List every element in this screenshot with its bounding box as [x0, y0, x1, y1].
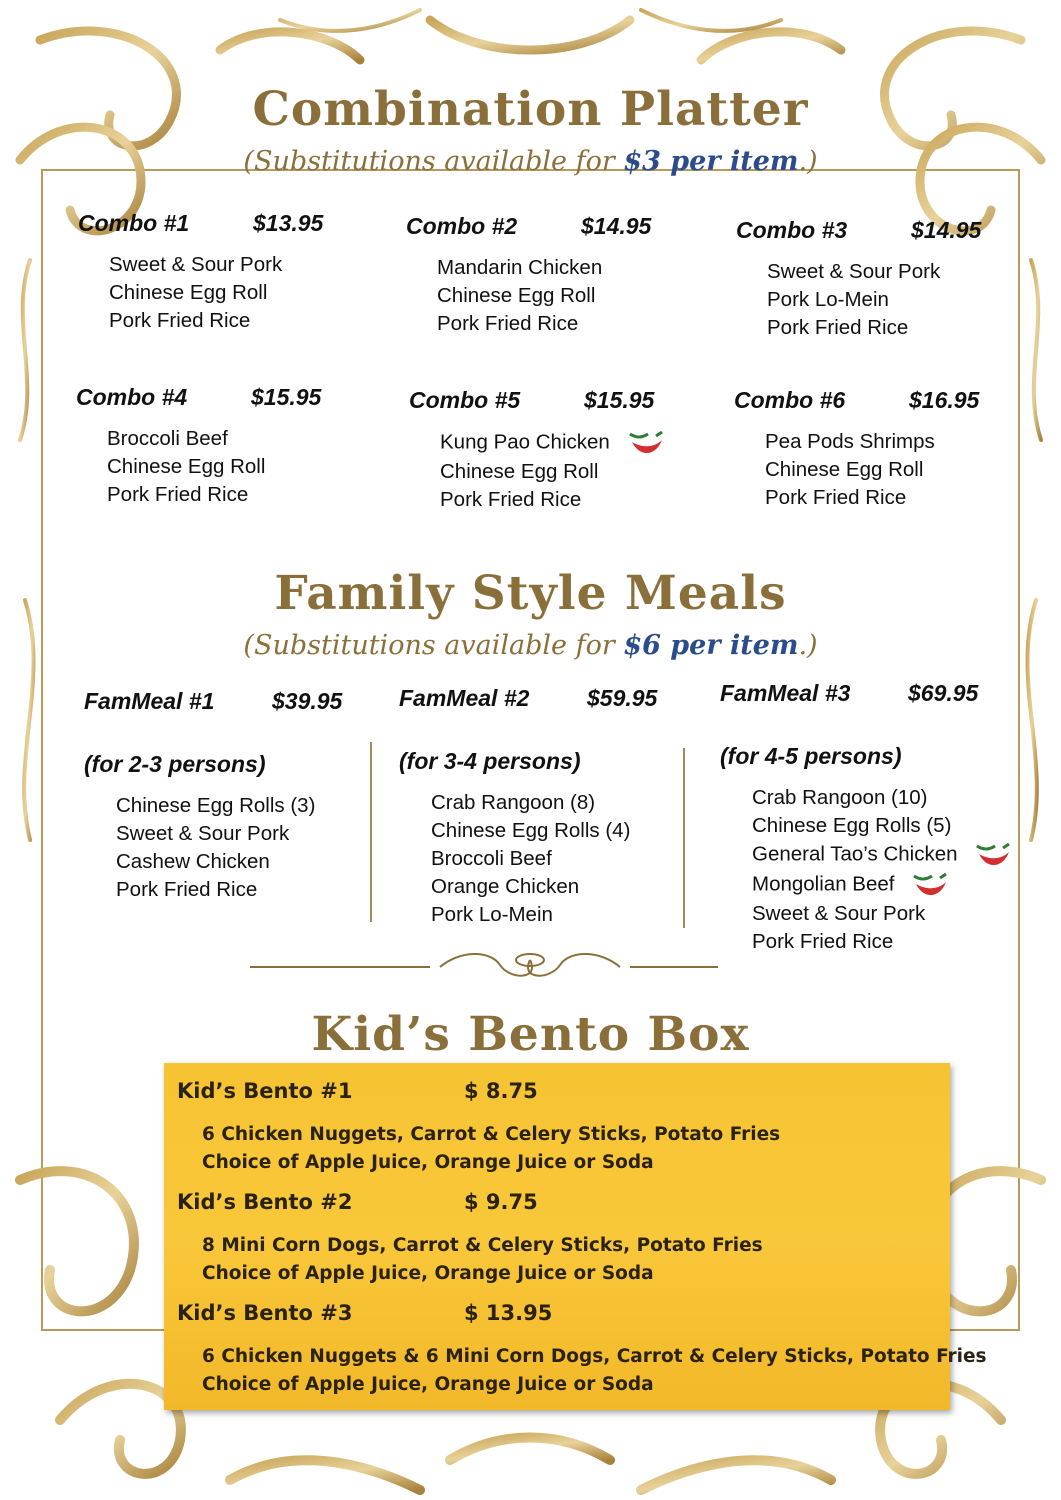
- fammeal-price: $69.95: [908, 680, 979, 706]
- family-subtitle: (Substitutions available for $6 per item.): [243, 630, 818, 661]
- bento-drink: Choice of Apple Juice, Orange Juice or Soda: [202, 1263, 654, 1284]
- substitution-price: $3 per item: [623, 146, 799, 177]
- bento-price: $ 13.95: [464, 1301, 553, 1325]
- combo-item: Broccoli Beef: [107, 427, 228, 450]
- fammeal-item: Mongolian Beef: [752, 872, 895, 896]
- combo-name: Combo #3: [736, 217, 848, 243]
- combo-item: Sweet & Sour Pork: [109, 253, 283, 276]
- combo-name: Combo #4: [76, 384, 188, 410]
- fammeal-price: $59.95: [587, 685, 658, 711]
- combo-price: $15.95: [251, 384, 322, 410]
- combo-4: [76, 384, 321, 509]
- fammeal-item: Pork Fried Rice: [752, 930, 894, 953]
- fammeal-persons: (for 4-5 persons): [720, 743, 902, 769]
- combo-item: Pork Fried Rice: [437, 312, 579, 335]
- fammeal-item: Pork Lo-Mein: [431, 903, 553, 926]
- fammeal-item: Cashew Chicken: [116, 850, 270, 873]
- combo-price: $16.95: [909, 387, 980, 413]
- fammeal-persons: (for 2-3 persons): [84, 751, 266, 777]
- combo-item: Chinese Egg Roll: [109, 281, 268, 304]
- combo-name: Combo #2: [406, 213, 518, 239]
- combo-5: [409, 387, 666, 514]
- bento-1: [177, 1079, 780, 1177]
- combo-item: Pea Pods Shrimps: [765, 430, 935, 453]
- combo-item: Chinese Egg Roll: [437, 284, 596, 307]
- combo-item: Pork Fried Rice: [109, 309, 251, 332]
- combo-2: [406, 213, 651, 338]
- fammeal-name: FamMeal #2: [399, 685, 530, 711]
- fammeal-item: Broccoli Beef: [431, 847, 552, 870]
- combo-item: Pork Fried Rice: [107, 483, 249, 506]
- fammeal-price: $39.95: [272, 688, 343, 714]
- column-divider: [370, 742, 372, 922]
- kids-title: Kid’s Bento Box: [311, 1007, 750, 1062]
- bento-name: Kid’s Bento #2: [177, 1190, 353, 1214]
- chili-pepper-icon: [626, 428, 666, 458]
- bento-drink: Choice of Apple Juice, Orange Juice or Soda: [202, 1374, 654, 1395]
- fammeal-name: FamMeal #1: [84, 688, 215, 714]
- bento-price: $ 9.75: [464, 1190, 538, 1214]
- combo-1: [78, 210, 323, 335]
- chili-pepper-icon: [910, 870, 950, 900]
- combo-price: $13.95: [253, 210, 324, 236]
- combo-item: Kung Pao Chicken: [440, 430, 610, 454]
- chili-pepper-icon: [973, 840, 1013, 870]
- combo-price: $14.95: [581, 213, 652, 239]
- combo-name: Combo #1: [78, 210, 190, 236]
- combo-name: Combo #6: [734, 387, 846, 413]
- combo-3: [736, 217, 981, 342]
- fammeal-item: Crab Rangoon (8): [431, 791, 596, 814]
- bento-3: [177, 1301, 987, 1399]
- bento-2: [177, 1190, 763, 1288]
- combo-item: Pork Fried Rice: [767, 316, 909, 339]
- fammeal-item: Orange Chicken: [431, 875, 580, 898]
- bento-description: 8 Mini Corn Dogs, Carrot & Celery Sticks, Potato Fries: [202, 1235, 763, 1256]
- family-title: Family Style Meals: [274, 566, 787, 621]
- bento-price: $ 8.75: [464, 1079, 538, 1103]
- fammeal-item: Chinese Egg Rolls (3): [116, 794, 316, 817]
- combo-name: Combo #5: [409, 387, 521, 413]
- combo-item: Sweet & Sour Pork: [767, 260, 941, 283]
- combo-item: Pork Fried Rice: [765, 486, 907, 509]
- bento-description: 6 Chicken Nuggets & 6 Mini Corn Dogs, Carrot & Celery Sticks, Potato Fries: [202, 1346, 987, 1367]
- combo-item: Pork Fried Rice: [440, 488, 582, 511]
- fammeal-item: Pork Fried Rice: [116, 878, 258, 901]
- combination-title: Combination Platter: [252, 82, 809, 137]
- fammeal-3: [720, 680, 1013, 956]
- bento-name: Kid’s Bento #3: [177, 1301, 353, 1325]
- combo-item: Pork Lo-Mein: [767, 288, 889, 311]
- fammeal-item: Sweet & Sour Pork: [752, 902, 926, 925]
- bento-drink: Choice of Apple Juice, Orange Juice or Soda: [202, 1152, 654, 1173]
- combo-6: [734, 387, 979, 512]
- fammeal-item: Crab Rangoon (10): [752, 786, 928, 809]
- combo-item: Chinese Egg Roll: [107, 455, 266, 478]
- fammeal-item: Chinese Egg Rolls (5): [752, 814, 952, 837]
- combo-item: Mandarin Chicken: [437, 256, 603, 279]
- combo-price: $15.95: [584, 387, 655, 413]
- fammeal-item: Chinese Egg Rolls (4): [431, 819, 631, 842]
- combo-item: Chinese Egg Roll: [765, 458, 924, 481]
- fammeal-persons: (for 3-4 persons): [399, 748, 581, 774]
- fammeal-1: [84, 688, 342, 904]
- column-divider: [683, 748, 685, 928]
- fammeal-2: [399, 685, 657, 929]
- substitution-price: $6 per item: [623, 630, 799, 661]
- fammeal-name: FamMeal #3: [720, 680, 851, 706]
- combo-item: Chinese Egg Roll: [440, 460, 599, 483]
- fammeal-item: Sweet & Sour Pork: [116, 822, 290, 845]
- fammeal-item: General Tao’s Chicken: [752, 842, 958, 866]
- kids-bento-panel: [164, 1063, 987, 1410]
- bento-name: Kid’s Bento #1: [177, 1079, 353, 1103]
- combo-price: $14.95: [911, 217, 982, 243]
- bento-description: 6 Chicken Nuggets, Carrot & Celery Sticks, Potato Fries: [202, 1124, 781, 1145]
- combination-subtitle: (Substitutions available for $3 per item.): [243, 146, 818, 177]
